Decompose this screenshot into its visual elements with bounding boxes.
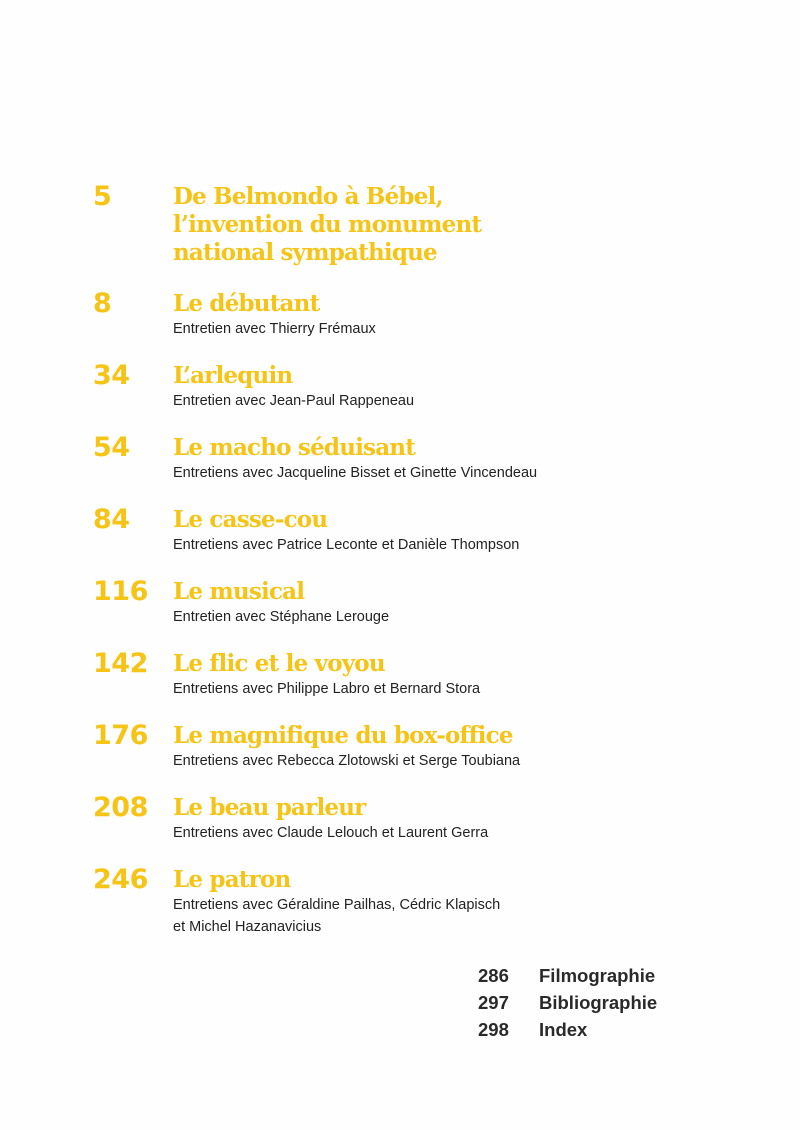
toc-chapter [173,791,773,844]
chapter-title-line: national sympathique [173,239,437,266]
appendix-entry [478,962,758,989]
chapter-title-line: Le magnifique du box-office [173,722,513,749]
chapter-title-line: Le débutant [173,290,320,317]
toc-entry [93,180,773,267]
toc-entry [93,431,773,484]
chapter-interviews [173,390,773,412]
toc-entry [93,647,773,700]
chapter-title [173,287,773,318]
chapter-interviews-line: et Michel Hazanavicius [173,919,322,935]
appendix-list [478,962,758,1043]
table-of-contents [93,180,773,938]
chapter-title-line: L’arlequin [173,362,293,389]
toc-page-number: 142 [93,648,148,679]
toc-entry [93,719,773,772]
toc-chapter [173,359,773,412]
toc-page-number: 246 [93,864,148,895]
chapter-interviews [173,822,773,844]
chapter-title [173,863,773,894]
chapter-interviews-line: Entretien avec Jean-Paul Rappeneau [173,393,415,409]
chapter-title-line: Le macho séduisant [173,434,416,461]
appendix-label: Filmographie [539,965,656,986]
appendix-entry [478,989,758,1016]
toc-entry [93,287,773,340]
chapter-title [173,791,773,822]
toc-page-number: 176 [93,720,148,751]
chapter-interviews [173,678,773,700]
toc-chapter [173,503,773,556]
appendix-label: Bibliographie [539,992,658,1013]
chapter-interviews [173,606,773,628]
chapter-interviews [173,462,773,484]
chapter-title [173,180,773,267]
chapter-title [173,719,773,750]
toc-page-number: 116 [93,576,148,607]
toc-entry [93,791,773,844]
toc-chapter [173,287,773,340]
chapter-title-line: Le patron [173,866,291,893]
chapter-title [173,503,773,534]
toc-chapter [173,431,773,484]
toc-chapter [173,719,773,772]
toc-chapter [173,575,773,628]
chapter-interviews [173,534,773,556]
chapter-interviews [173,750,773,772]
chapter-title [173,359,773,390]
appendix-entry [478,1016,758,1043]
chapter-interviews-line: Entretiens avec Rebecca Zlotowski et Serge Toubiana [173,753,521,769]
toc-entry [93,503,773,556]
toc-chapter [173,647,773,700]
appendix-page-number: 298 [478,1019,509,1040]
chapter-interviews [173,318,773,340]
toc-chapter [173,180,773,267]
chapter-interviews-line: Entretiens avec Philippe Labro et Bernard Stora [173,681,481,697]
toc-chapter [173,863,773,938]
toc-page-number: 54 [93,432,130,463]
appendix-page-number: 286 [478,965,509,986]
toc-page-number: 8 [93,288,112,319]
chapter-title [173,575,773,606]
toc-page-number: 208 [93,792,148,823]
chapter-title-line: De Belmondo à Bébel, [173,183,443,210]
chapter-title-line: Le flic et le voyou [173,650,385,677]
chapter-interviews-line: Entretien avec Thierry Frémaux [173,321,376,337]
toc-entry [93,575,773,628]
chapter-interviews [173,894,773,938]
toc-page-number: 34 [93,360,130,391]
chapter-title-line: Le beau parleur [173,794,366,821]
appendix-label: Index [539,1019,588,1040]
toc-page-number: 5 [93,181,112,212]
chapter-title [173,431,773,462]
chapter-interviews-line: Entretiens avec Géraldine Pailhas, Cédric Klapisch [173,897,501,913]
chapter-interviews-line: Entretiens avec Patrice Leconte et Danièle Thompson [173,537,520,553]
chapter-title-line: Le musical [173,578,305,605]
chapter-title-line: l’invention du monument [173,211,482,238]
toc-page-number: 84 [93,504,130,535]
toc-entry [93,863,773,938]
toc-entry [93,359,773,412]
chapter-interviews-line: Entretiens avec Claude Lelouch et Laurent Gerra [173,825,489,841]
chapter-interviews-line: Entretiens avec Jacqueline Bisset et Ginette Vincendeau [173,465,538,481]
appendix-page-number: 297 [478,992,509,1013]
chapter-interviews-line: Entretien avec Stéphane Lerouge [173,609,390,625]
chapter-title [173,647,773,678]
chapter-title-line: Le casse-cou [173,506,328,533]
